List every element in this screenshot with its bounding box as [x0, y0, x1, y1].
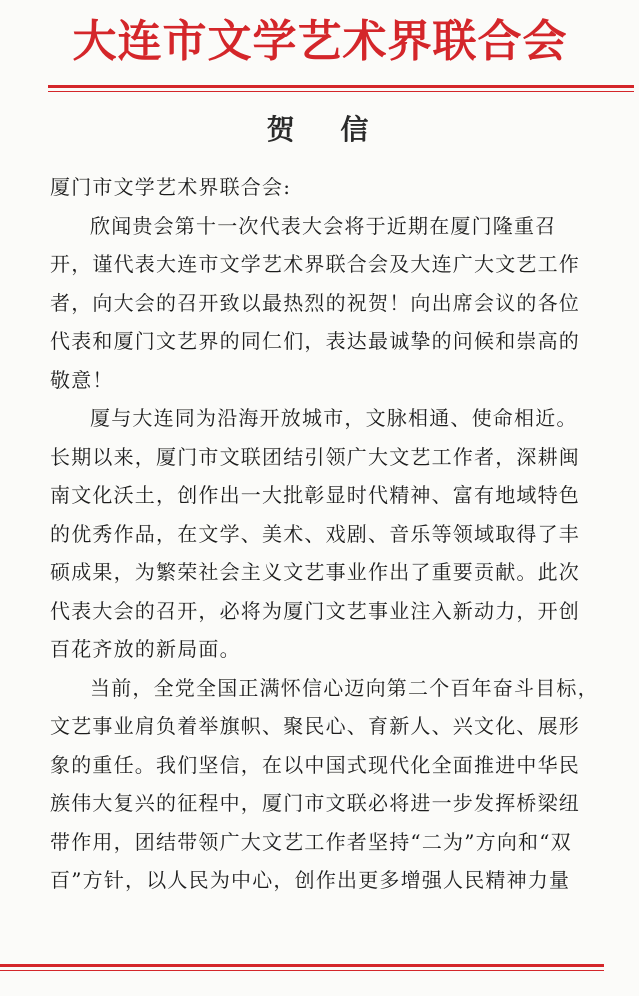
paragraph-line: 象的重任。我们坚信，在以中国式现代化全面推进中华民 — [50, 752, 580, 777]
paragraph-line: 的优秀作品，在文学、美术、戏剧、音乐等领域取得了丰 — [50, 521, 580, 546]
paragraph-line: 敬意！ — [50, 367, 114, 392]
paragraph-line: 硕成果，为繁荣社会主义文艺事业作出了重要贡献。此次 — [50, 560, 580, 584]
paragraph-line: 厦与大连同为沿海开放城市，文脉相通、使命相近。 — [90, 406, 578, 430]
letter-body — [50, 168, 620, 900]
paragraph-line: 族伟大复兴的征程中，厦门市文联必将进一步发挥桥梁纽 — [50, 791, 580, 815]
letterhead-rule-thin — [48, 91, 634, 92]
paragraph-line: 南文化沃土，创作出一大批彰显时代精神、富有地域特色 — [50, 483, 580, 507]
footer-rule-thin — [0, 970, 604, 971]
letterhead — [0, 0, 639, 100]
paragraph-outlook — [50, 669, 620, 900]
paragraph-line: 欣闻贵会第十一次代表大会将于近期在厦门隆重召 — [90, 213, 557, 238]
paragraph-line: 长期以来，厦门市文联团结引领广大文艺工作者，深耕闽 — [50, 444, 580, 469]
document-title: 贺 信 — [266, 113, 387, 146]
paragraph-line: 代表大会的召开，必将为厦门文艺事业注入新动力，开创 — [50, 598, 580, 623]
paragraph-line: 文艺事业肩负着举旗帜、聚民心、育新人、兴文化、展形 — [50, 714, 580, 738]
paragraph-line: 百”方针，以人民为中心，创作出更多增强人民精神力量 — [50, 868, 571, 892]
letterhead-rule-thick — [48, 85, 634, 88]
paragraph-line: 当前，全党全国正满怀信心迈向第二个百年奋斗目标， — [90, 675, 599, 700]
paragraph-line: 带作用，团结带领广大文艺工作者坚持“二为”方向和“双 — [50, 829, 572, 854]
paragraph-line: 百花齐放的新局面。 — [50, 637, 241, 661]
footer-rule-thick — [0, 964, 604, 967]
salutation: 厦门市文学艺术界联合会: — [50, 175, 292, 199]
paragraph-congratulations — [50, 207, 620, 400]
paragraph-line: 代表和厦门文艺界的同仁们，表达最诚挚的问候和崇高的 — [50, 329, 580, 353]
organization-name: 大连市文学艺术界联合会 — [72, 16, 568, 67]
paragraph-line: 开，谨代表大连市文学艺术界联合会及大连广大文艺工作 — [50, 252, 580, 276]
paragraph-achievements — [50, 399, 620, 669]
paragraph-line: 者，向大会的召开致以最热烈的祝贺！向出席会议的各位 — [50, 290, 580, 315]
